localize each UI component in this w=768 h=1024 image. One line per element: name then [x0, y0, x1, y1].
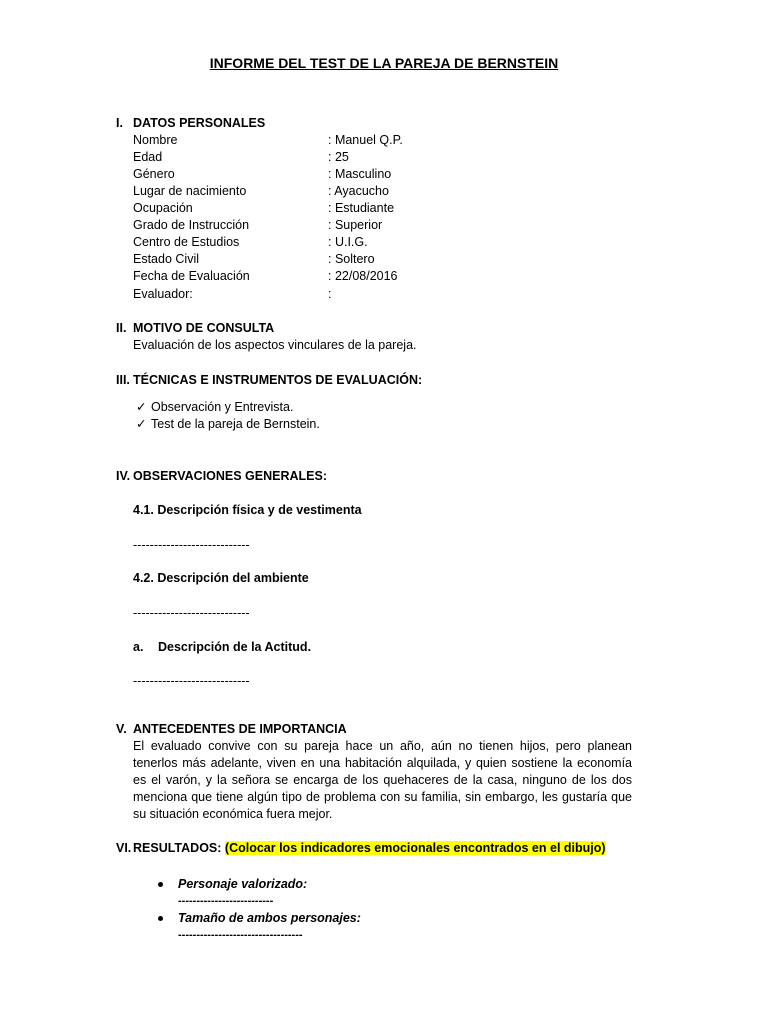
document-title: INFORME DEL TEST DE LA PAREJA DE BERNSTEIN [209, 55, 559, 71]
field-value-estado-civil: : Soltero [328, 252, 375, 266]
field-value-fecha: : 22/08/2016 [328, 269, 398, 283]
field-label-fecha: Fecha de Evaluación [133, 269, 250, 283]
field-value-evaluador: : [328, 287, 332, 301]
field-label-grado: Grado de Instrucción [133, 218, 250, 232]
checkmark-icon: ✓ [136, 400, 147, 414]
checklist-item-label: Test de la pareja de Bernstein. [151, 417, 320, 431]
section-6-number: VI. [116, 841, 132, 855]
section-2-number: II. [116, 321, 127, 335]
checklist-item [136, 416, 320, 433]
field-label-nombre: Nombre [133, 133, 178, 147]
result-item-dashes: -------------------------- [178, 895, 274, 907]
result-item-label: Tamaño de ambos personajes: [178, 911, 361, 925]
field-value-grado: : Superior [328, 218, 383, 232]
section-3-number: III. [116, 373, 130, 387]
field-label-ocupacion: Ocupación [133, 201, 193, 215]
subsection-a-number: a. [133, 640, 144, 654]
bullet-icon [158, 882, 163, 887]
placeholder-dashes: ---------------------------- [133, 538, 250, 552]
field-label-evaluador: Evaluador: [133, 287, 193, 301]
field-value-edad: : 25 [328, 150, 349, 164]
checkmark-icon: ✓ [136, 417, 147, 431]
subsection-4-2: 4.2. Descripción del ambiente [133, 571, 309, 585]
section-6-heading-line [133, 840, 606, 857]
field-value-genero: : Masculino [328, 167, 392, 181]
section-2-heading: MOTIVO DE CONSULTA [133, 321, 275, 335]
section-4-number: IV. [116, 469, 131, 483]
subsection-4-1: 4.1. Descripción física y de vestimenta [133, 503, 362, 517]
field-label-genero: Género [133, 167, 175, 181]
highlighted-instruction: (Colocar los indicadores emocionales encontrados en el dibujo) [224, 841, 606, 855]
bullet-icon [158, 916, 163, 921]
section-4-heading: OBSERVACIONES GENERALES: [133, 469, 328, 483]
checklist-item-label: Observación y Entrevista. [151, 400, 294, 414]
section-6-heading: RESULTADOS: [133, 841, 222, 855]
section-5-heading: ANTECEDENTES DE IMPORTANCIA [133, 722, 347, 736]
section-2-text: Evaluación de los aspectos vinculares de la pareja. [133, 338, 417, 352]
field-label-centro: Centro de Estudios [133, 235, 240, 249]
section-1-number: I. [116, 116, 123, 130]
section-1-heading: DATOS PERSONALES [133, 116, 266, 130]
field-value-centro: : U.I.G. [328, 235, 368, 249]
result-item-dashes: ---------------------------------- [178, 929, 303, 941]
field-label-lugar: Lugar de nacimiento [133, 184, 247, 198]
section-3-heading: TÉCNICAS E INSTRUMENTOS DE EVALUACIÓN: [133, 373, 423, 387]
field-value-ocupacion: : Estudiante [328, 201, 395, 215]
placeholder-dashes: ---------------------------- [133, 606, 250, 620]
section-5-number: V. [116, 722, 127, 736]
checklist-item [136, 399, 293, 416]
placeholder-dashes: ---------------------------- [133, 674, 250, 688]
result-item-label: Personaje valorizado: [178, 877, 308, 891]
field-label-edad: Edad [133, 150, 163, 164]
field-value-lugar: : Ayacucho [328, 184, 389, 198]
subsection-a: Descripción de la Actitud. [158, 640, 312, 654]
field-label-estado-civil: Estado Civil [133, 252, 199, 266]
field-value-nombre: : Manuel Q.P. [328, 133, 403, 147]
section-5-paragraph: El evaluado convive con su pareja hace un año, aún no tienen hijos, pero planean tenerlos más adelante, viven en una habitación alquilada, y quien sostiene la economía es el varón, y la señora se encarga de los quehaceres de la casa, ninguno de los dos menciona que tiene algún tipo de problema con su familia, sin embargo, les gustaría que su situación económica fuera mejor. [133, 739, 632, 821]
